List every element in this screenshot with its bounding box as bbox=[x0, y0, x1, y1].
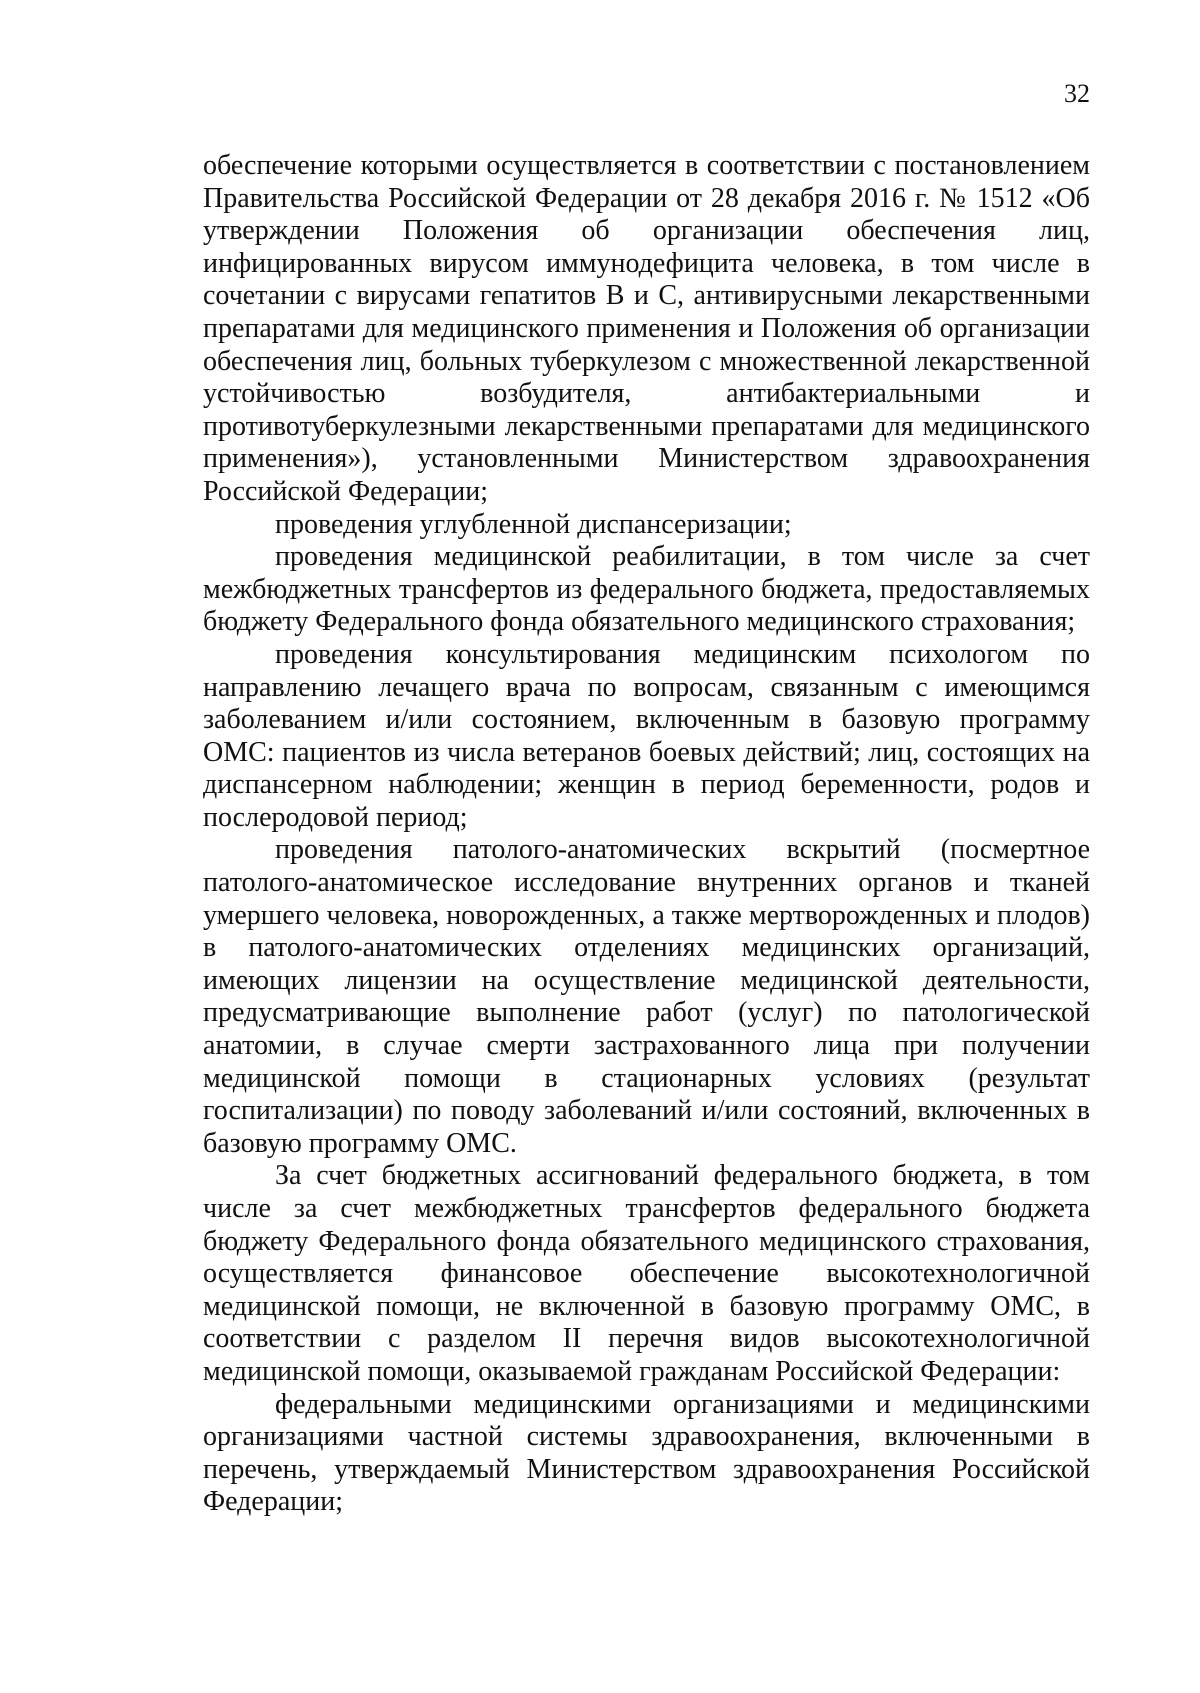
paragraph-item: проведения консультирования медицинским психологом по направлению лечащего врача по вопросам, связанным с имеющимся заболеванием и/или состоянием, включенным в базовую программу ОМС: пациентов из числа ветеранов боевых действий; лиц, состоящих на диспансерном наблюдении; женщин в период беременности, родов и послеродовой период; bbox=[203, 638, 1090, 833]
paragraph-item: проведения медицинской реабилитации, в том числе за счет межбюджетных трансфертов из федерального бюджета, предоставляемых бюджету Федерального фонда обязательного медицинского страхования; bbox=[203, 541, 1090, 638]
page-number: 32 bbox=[1064, 79, 1090, 108]
paragraph-item: За счет бюджетных ассигнований федерального бюджета, в том числе за счет межбюджетных трансфертов федерального бюджета бюджету Федерального фонда обязательного медицинского страхования, осуществляется финансовое обеспечение высокотехнологичной медицинской помощи, не включенной в базовую программу ОМС, в соответствии с разделом II перечня видов высокотехнологичной медицинской помощи, оказываемой гражданам Российской Федерации: bbox=[203, 1160, 1090, 1387]
paragraph-continuation: обеспечение которыми осуществляется в соответствии с постановлением Правительства Российской Федерации от 28 декабря 2016 г. № 1512 «Об утверждении Положения об организации обеспечения лиц, инфицированных вирусом иммунодефицита человека, в том числе в сочетании с вирусами гепатитов В и С, антивирусными лекарственными препаратами для медицинского применения и Положения об организации обеспечения лиц, больных туберкулезом с множественной лекарственной устойчивостью возбудителя, антибактериальными и противотуберкулезными лекарственными препаратами для медицинского применения»), установленными Министерством здравоохранения Российской Федерации; bbox=[203, 150, 1090, 507]
paragraph-item: федеральными медицинскими организациями и медицинскими организациями частной системы здравоохранения, включенными в перечень, утверждаемый Министерством здравоохранения Российской Федерации; bbox=[203, 1388, 1090, 1518]
document-body bbox=[203, 150, 1090, 1519]
paragraph-item: проведения углубленной диспансеризации; bbox=[275, 508, 792, 540]
paragraph-item: проведения патолого-анатомических вскрытий (посмертное патолого-анатомическое исследование внутренних органов и тканей умершего человека, новорожденных, а также мертворожденных и плодов) в патолого-анатомических отделениях медицинских организаций, имеющих лицензии на осуществление медицинской деятельности, предусматривающие выполнение работ (услуг) по патологической анатомии, в случае смерти застрахованного лица при получении медицинской помощи в стационарных условиях (результат госпитализации) по поводу заболеваний и/или состояний, включенных в базовую программу ОМС. bbox=[203, 834, 1090, 1159]
